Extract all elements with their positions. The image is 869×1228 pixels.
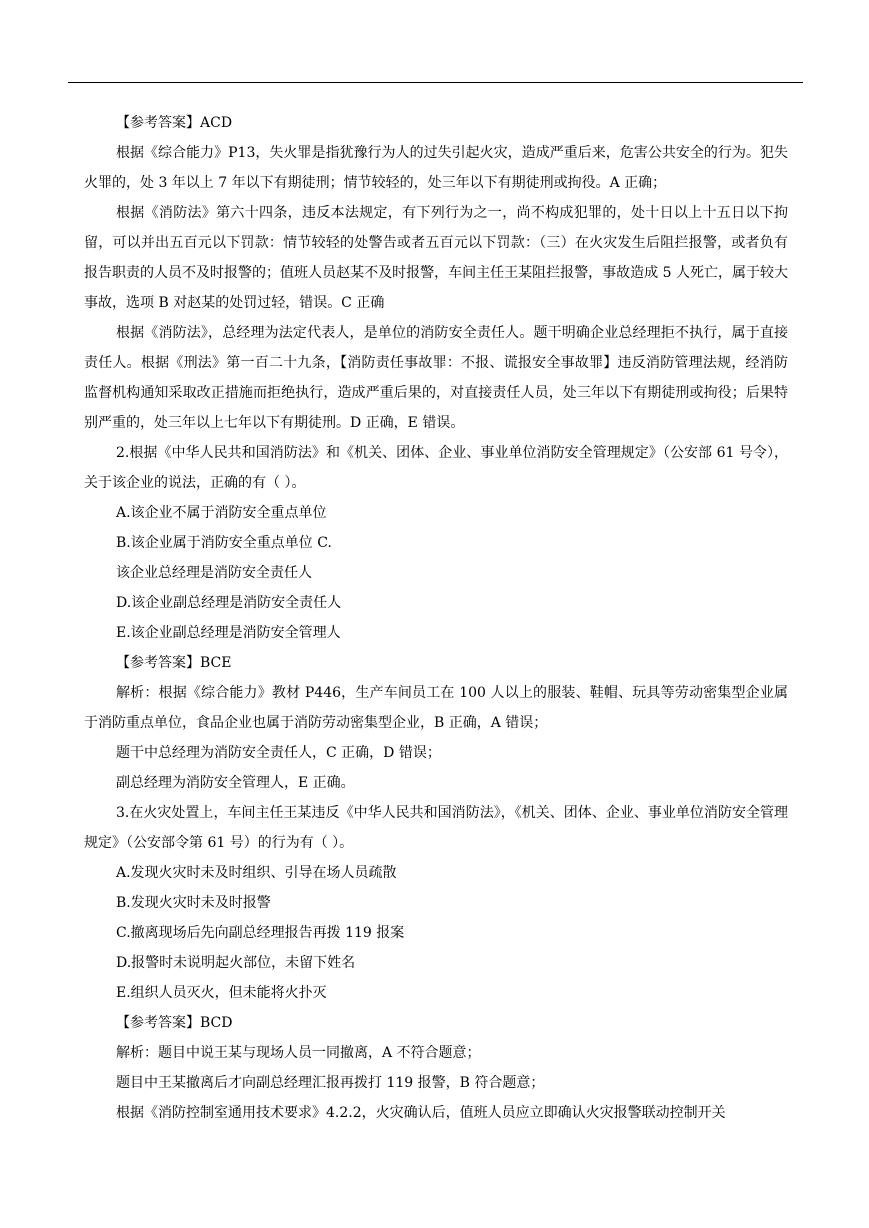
paragraph-criminal-law-129: 根据《消防法》，总经理为法定代表人，是单位的消防安全责任人。题干明确企业总经理拒不执行，属于直接责任人。根据《刑法》第一百二十九条，【消防责任事故罪：不报、谎报安全事故罪】违反消防管理法规，经消防监督机构通知采取改正措施而拒绝执行，造成严重后果的，对直接责任人员，处三年以下有期徒刑或拘役；后果特别严重的，处三年以上七年以下有期徒刑。D 正确，E 错误。 [84,325,788,431]
q3-option-a: A.发现火灾时未及时组织、引导在场人员疏散 [116,865,397,881]
q2-option-e: E.该企业副总经理是消防安全管理人 [116,625,341,641]
q2-option-c: 该企业总经理是消防安全责任人 [116,565,312,581]
answer-label-q3: 【参考答案】BCD [116,1015,233,1031]
answer-label-q1: 【参考答案】ACD [116,115,233,131]
q3-option-e: E.组织人员灭火，但未能将火扑灭 [116,985,327,1001]
q2-analysis-1: 解析：根据《综合能力》教材 P446，生产车间员工在 100 人以上的服装、鞋帽、玩具等劳动密集型企业属于消防重点单位，食品企业也属于消防劳动密集型企业，B 正确，A 错误； [84,685,788,731]
q2-option-a: A.该企业不属于消防安全重点单位 [116,505,327,521]
q2-analysis-2: 题干中总经理为消防安全责任人，C 正确，D 错误； [116,745,441,761]
q3-option-b: B.发现火灾时未及时报警 [116,895,271,911]
q2-option-d: D.该企业副总经理是消防安全责任人 [116,595,342,611]
q3-analysis-3: 根据《消防控制室通用技术要求》4.2.2，火灾确认后，值班人员应立即确认火灾报警联动控制开关 [116,1105,726,1121]
header-rule [68,82,803,83]
question-2: 2.根据《中华人民共和国消防法》和《机关、团体、企业、事业单位消防安全管理规定》（公安部 61 号令），关于该企业的说法，正确的有（ ）。 [84,445,788,491]
q3-analysis-2: 题目中王某撤离后才向副总经理汇报再拨打 119 报警，B 符合题意； [116,1075,545,1091]
answer-label-q2: 【参考答案】BCE [116,655,232,671]
paragraph-fire-law-64: 根据《消防法》第六十四条，违反本法规定，有下列行为之一，尚不构成犯罪的，处十日以上十五日以下拘留，可以并出五百元以下罚款：情节较轻的处警告或者五百元以下罚款：（三）在火灾发生后阻拦报警，或者负有报告职责的人员不及时报警的；值班人员赵某不及时报警，车间主任王某阻拦报警，事故造成 5 人死亡，属于较大事故，选项 B 对赵某的处罚过轻，错误。C 正确 [84,205,788,311]
paragraph-arson-crime: 根据《综合能力》P13，失火罪是指犹豫行为人的过失引起火灾，造成严重后来，危害公共安全的行为。犯失火罪的，处 3 年以上 7 年以下有期徒刑；情节较轻的，处三年以下有期徒刑或拘役。A 正确； [84,145,788,191]
q3-option-d: D.报警时未说明起火部位，未留下姓名 [116,955,356,971]
q2-option-b: B.该企业属于消防安全重点单位 C. [116,535,332,551]
q3-analysis-1: 解析：题目中说王某与现场人员一同撤离，A 不符合题意； [116,1045,481,1061]
question-3: 3.在火灾处置上，车间主任王某违反《中华人民共和国消防法》，《机关、团体、企业、事业单位消防安全管理规定》（公安部令第 61 号）的行为有（ ）。 [84,805,788,851]
q2-analysis-3: 副总经理为消防安全管理人，E 正确。 [116,775,355,791]
q3-option-c: C.撤离现场后先向副总经理报告再拨 119 报案 [116,925,405,941]
document-body [84,108,788,1128]
